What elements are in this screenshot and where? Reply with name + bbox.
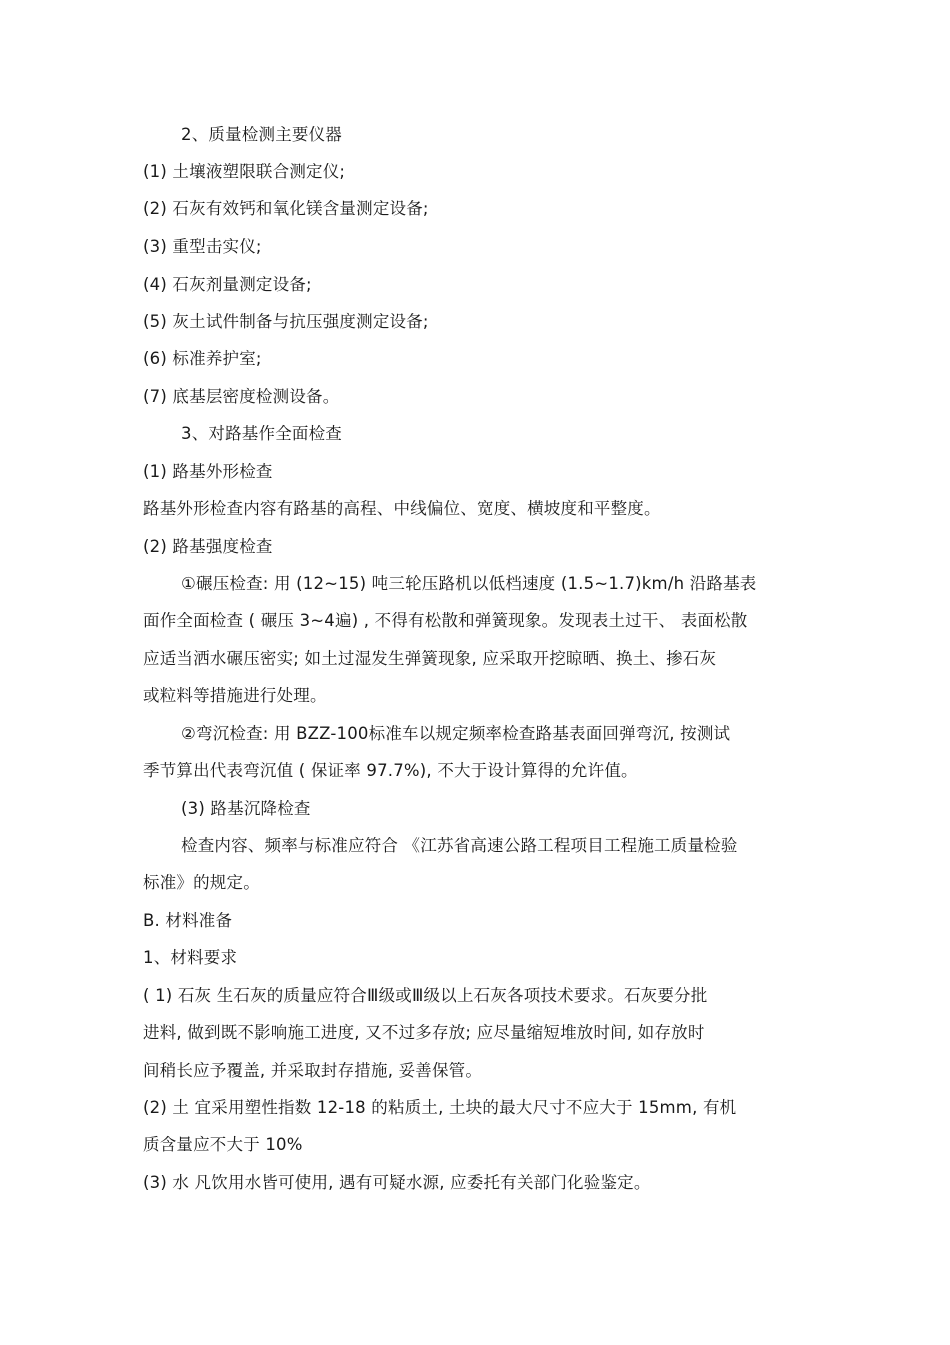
paragraph-line: 或粒料等措施进行处理。	[143, 686, 327, 705]
paragraph-line: 季节算出代表弯沉值 ( 保证率 97.7%), 不大于设计算得的允许值。	[143, 761, 638, 780]
section-heading-instruments: 2、质量检测主要仪器	[181, 125, 342, 144]
list-item: (1) 土壤液塑限联合测定仪;	[143, 162, 346, 181]
list-item: (3) 重型击实仪;	[143, 237, 262, 256]
section-heading-materials: B. 材料准备	[143, 911, 233, 930]
list-item: (2) 石灰有效钙和氧化镁含量测定设备;	[143, 199, 429, 218]
list-item: (5) 灰土试件制备与抗压强度测定设备;	[143, 312, 429, 331]
paragraph-line: 面作全面检查 ( 碾压 3~4遍) , 不得有松散和弹簧现象。发现表土过干、 表面松散	[143, 611, 748, 630]
list-item: (4) 石灰剂量测定设备;	[143, 275, 312, 294]
subheading: (1) 路基外形检查	[143, 462, 273, 481]
subheading: (3) 路基沉降检查	[181, 799, 311, 818]
paragraph-line: 应适当洒水碾压密实; 如土过湿发生弹簧现象, 应采取开挖晾晒、换土、掺石灰	[143, 649, 717, 668]
subheading: 1、材料要求	[143, 948, 238, 967]
paragraph-line: 检查内容、频率与标准应符合 《江苏省高速公路工程项目工程施工质量检验	[181, 836, 738, 855]
paragraph-line: 间稍长应予覆盖, 并采取封存措施, 妥善保管。	[143, 1061, 483, 1080]
section-heading-roadbed-check: 3、对路基作全面检查	[181, 424, 342, 443]
subheading: (2) 路基强度检查	[143, 537, 273, 556]
paragraph-line: 质含量应不大于 10%	[143, 1135, 303, 1154]
list-item: (7) 底基层密度检测设备。	[143, 387, 340, 406]
paragraph-line: ②弯沉检查: 用 BZZ-100标准车以规定频率检查路基表面回弹弯沉, 按测试	[181, 724, 731, 743]
paragraph-line: (2) 土 宜采用塑性指数 12-18 的粘质土, 土块的最大尺寸不应大于 15mm, 有机	[143, 1098, 737, 1117]
paragraph-line: (3) 水 凡饮用水皆可使用, 遇有可疑水源, 应委托有关部门化验鉴定。	[143, 1173, 651, 1192]
paragraph-line: ①碾压检查: 用 (12~15) 吨三轮压路机以低档速度 (1.5~1.7)km/h 沿路基表	[181, 574, 757, 593]
paragraph-line: 标准》的规定。	[143, 873, 260, 892]
list-item: (6) 标准养护室;	[143, 349, 262, 368]
paragraph-line: 进料, 做到既不影响施工进度, 又不过多存放; 应尽量缩短堆放时间, 如存放时	[143, 1023, 705, 1042]
paragraph-line: 路基外形检查内容有路基的高程、中线偏位、宽度、横坡度和平整度。	[143, 499, 661, 518]
paragraph-line: ( 1) 石灰 生石灰的质量应符合Ⅲ级或Ⅲ级以上石灰各项技术要求。石灰要分批	[143, 986, 708, 1005]
